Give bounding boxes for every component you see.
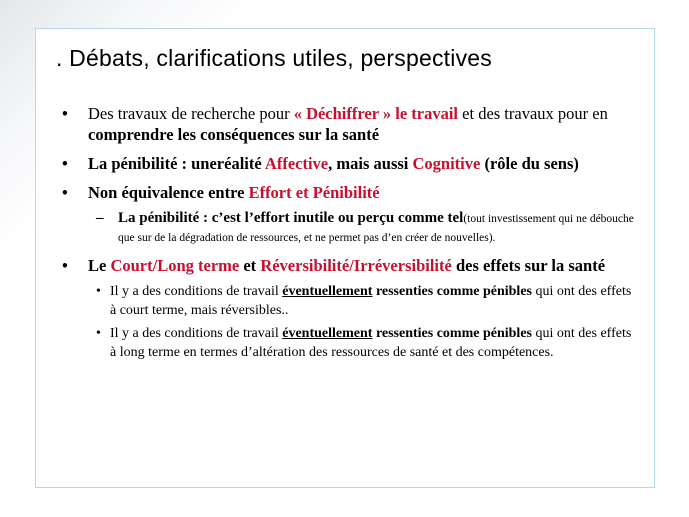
small-text: (tout investissement qui ne débouche que sur de la dégradation de ressources, et ne permet pas d’en créer de nouvelles).	[118, 213, 634, 244]
text-segment: Il y a des conditions de travail	[110, 326, 283, 341]
bold-text: ressenties comme pénibles	[372, 326, 532, 341]
text-segment: (rôle du sens)	[480, 154, 579, 173]
text-segment: qui ont des effets à court terme, mais réversibles..	[110, 284, 632, 318]
highlight-text: Court/Long terme	[110, 256, 240, 275]
underlined-text: éventuellement	[282, 326, 373, 341]
bullet-item	[88, 153, 636, 174]
slide-frame	[35, 28, 655, 488]
sub-bullet-item	[110, 282, 636, 320]
text-segment: La pénibilité : uneréalité	[88, 154, 265, 173]
highlight-text: Cognitive	[412, 154, 481, 173]
sub-bullet-list	[88, 282, 636, 362]
bold-text: et	[239, 256, 261, 275]
highlight-text: Affective	[264, 154, 329, 173]
highlight-text: Réversibilité/Irréversibilité	[260, 256, 452, 275]
text-segment: Des travaux de recherche pour	[88, 104, 294, 123]
bullet-item	[88, 103, 636, 145]
sub-bullet-list	[88, 209, 636, 247]
highlight-text: Effort et Pénibilité	[248, 183, 380, 202]
bullet-item	[88, 182, 636, 247]
text-segment: Non équivalence entre	[88, 183, 249, 202]
bold-text: Le	[88, 256, 111, 275]
bold-text: comprendre les conséquences sur la santé	[88, 125, 380, 144]
bullet-list	[88, 103, 636, 370]
text-segment: et des travaux pour en	[458, 104, 608, 123]
underlined-text: éventuellement	[282, 284, 373, 299]
text-segment: qui ont des effets à long terme en termes d’altération des ressources de santé et des compétences.	[110, 326, 632, 360]
highlight-text: « Déchiffrer » le travail	[293, 104, 459, 123]
slide-title: . Débats, clarifications utiles, perspectives	[56, 45, 492, 71]
sub-bullet-item	[118, 209, 636, 247]
text-segment: Il y a des conditions de travail	[110, 284, 283, 299]
sub-bullet-item	[110, 324, 636, 362]
bullet-item	[88, 255, 636, 362]
bold-text: ressenties comme pénibles	[372, 284, 532, 299]
bold-text: des effets sur la santé	[451, 256, 606, 275]
text-segment: , mais aussi	[328, 154, 413, 173]
bold-text: La pénibilité : c’est l’effort inutile ou perçu comme tel	[118, 210, 464, 226]
